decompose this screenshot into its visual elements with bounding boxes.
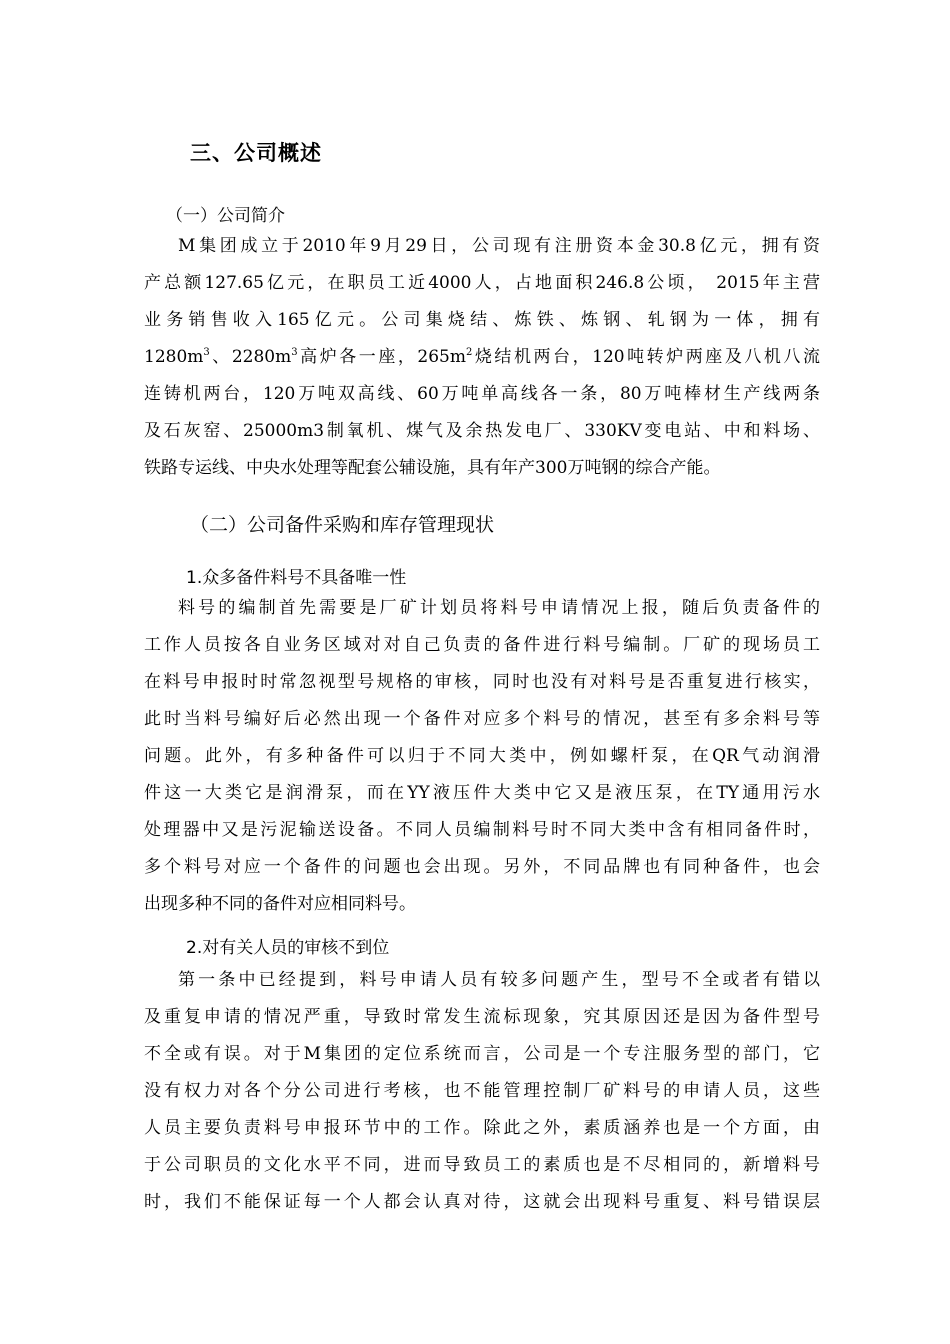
text-fragment: 1280m: [144, 347, 204, 367]
superscript: 3: [291, 347, 298, 358]
paragraph-item-2: [144, 962, 820, 1221]
text-line-with-superscripts: [144, 339, 820, 376]
text-line: 及石灰窑、25000m3制氧机、煤气及余热发电厂、330KV变电站、中和料场、: [144, 421, 820, 441]
text-fragment: 、2280m: [209, 347, 292, 367]
text-line: 没有权力对各个分公司进行考核，也不能管理控制厂矿料号的申请人员，这些: [144, 1081, 820, 1101]
text-line: 铁路专运线、中央水处理等配套公辅设施，具有年产300万吨钢的综合产能。: [144, 458, 721, 478]
text-line: 产总额127.65亿元，在职员工近4000人，占地面积246.8公顷， 2015年主营: [144, 273, 820, 293]
text-line: 工作人员按各自业务区域对对自己负责的备件进行料号编制。厂矿的现场员工: [144, 635, 820, 655]
item-heading-1: 1.众多备件料号不具备唯一性: [186, 568, 407, 588]
item-heading-2: 2.对有关人员的审核不到位: [186, 938, 390, 958]
text-line: M集团成立于2010年9月29日，公司现有注册资本金30.8亿元，拥有资: [178, 236, 820, 256]
text-line: 不全或有误。对于M集团的定位系统而言，公司是一个专注服务型的部门，它: [144, 1044, 820, 1064]
text-line: 人员主要负责料号申报环节中的工作。除此之外，素质涵养也是一个方面，由: [144, 1118, 820, 1138]
text-line: 多个料号对应一个备件的问题也会出现。另外，不同品牌也有同种备件，也会: [144, 857, 820, 877]
subsection-heading-intro: （一）公司简介: [166, 206, 285, 226]
text-line: 问题。此外，有多种备件可以归于不同大类中，例如螺杆泵，在QR气动润滑: [144, 746, 820, 766]
text-fragment: 高炉各一座，265m: [297, 347, 466, 367]
superscript: 3: [203, 347, 210, 358]
section-heading: 三、公司概述: [190, 141, 322, 165]
text-line: 业务销售收入165亿元。公司集烧结、炼铁、炼钢、轧钢为一体，拥有: [144, 310, 820, 330]
paragraph-item-1: [144, 590, 820, 923]
paragraph-company-intro: [144, 228, 820, 487]
text-line: 第一条中已经提到，料号申请人员有较多问题产生，型号不全或者有错以: [178, 970, 820, 990]
text-line: 于公司职员的文化水平不同，进而导致员工的素质也是不尽相同的，新增料号: [144, 1155, 820, 1175]
superscript: 2: [465, 347, 473, 358]
text-line: 料号的编制首先需要是厂矿计划员将料号申请情况上报，随后负责备件的: [178, 598, 820, 618]
subsection-heading-procurement: （二）公司备件采购和库存管理现状: [190, 514, 495, 536]
text-fragment: 烧结机两台，120吨转炉两座及八机八流: [472, 347, 820, 367]
text-line: 时，我们不能保证每一个人都会认真对待，这就会出现料号重复、料号错误层: [144, 1192, 820, 1212]
text-line: 处理器中又是污泥输送设备。不同人员编制料号时不同大类中含有相同备件时，: [144, 820, 820, 840]
text-line: 及重复申请的情况严重，导致时常发生流标现象，究其原因还是因为备件型号: [144, 1007, 820, 1027]
text-line: 出现多种不同的备件对应相同料号。: [144, 894, 416, 914]
text-line: 件这一大类它是润滑泵，而在YY液压件大类中它又是液压泵，在TY通用污水: [144, 783, 820, 803]
text-line: 在料号申报时时常忽视型号规格的审核，同时也没有对料号是否重复进行核实，: [144, 672, 820, 692]
text-line: 此时当料号编好后必然出现一个备件对应多个料号的情况，甚至有多余料号等: [144, 709, 820, 729]
text-line: 连铸机两台，120万吨双高线、60万吨单高线各一条，80万吨棒材生产线两条: [144, 384, 820, 404]
